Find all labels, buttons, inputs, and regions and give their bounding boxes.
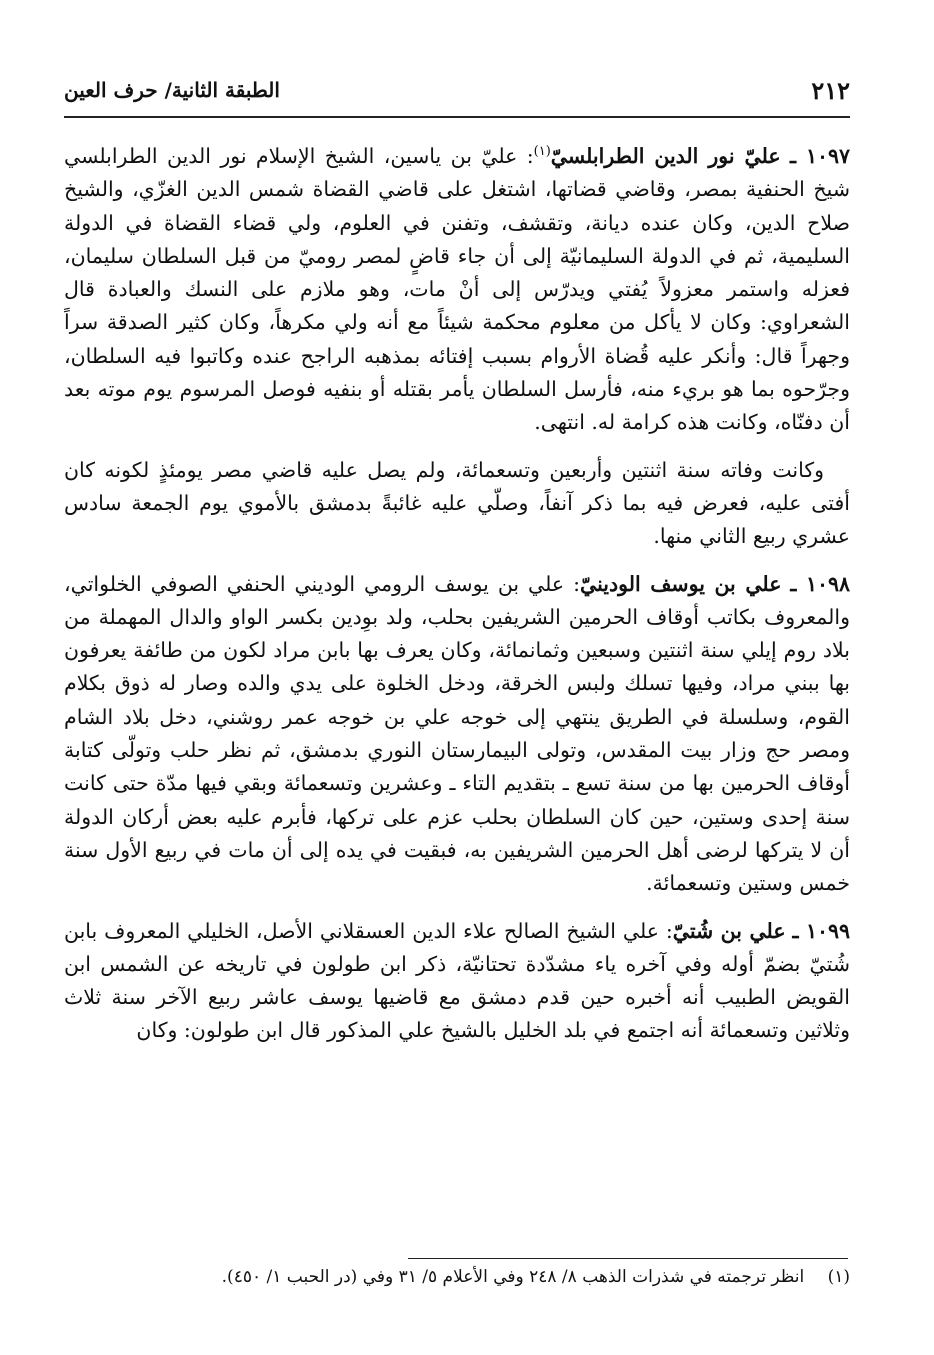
footnote [64,1264,850,1290]
entry-text: : علي الشيخ الصالح علاء الدين العسقلاني الأصل، الخليلي المعروف بابن شُتيّ بضمّ أوله وفي آخره ياء مشدّدة تحتانيّة، ذكر ابن طولون في تاريخه عن الشمس ابن القويض الطبيب أنه أخبره حين قدم دمشق مع قاضيها يوسف عاشر ربيع الآخر سنة ثلاث وثلاثين وتسعمائة أنه اجتمع في بلد الخليل بالشيخ علي المذكور قال ابن طولون: وكان [64,918,850,1043]
entry-1098 [64,568,850,901]
page-header [64,70,850,110]
footnote-marker: (١) [827,1267,850,1287]
header-rule [64,116,850,118]
entry-number: ١٠٩٩ ـ [792,918,850,943]
footnote-rule [408,1258,848,1259]
entry-name: عليّ نور الدين الطرابلسيّ [550,144,781,168]
entry-text: : عليّ بن ياسين، الشيخ الإسلام نور الدين الطرابلسي شيخ الحنفية بمصر، وقاضي قضاتها، اشتغل على قاضي القضاة شمس الدين الغزّي، والشيخ صلاح الدين، وكان عنده ديانة، وتقشف، وتفنن في العلوم، ولي قضاء القضاة في الدولة السليمية، ثم في الدولة السليمانيّة إلى أن جاء قاضٍ لمصر روميّ من قبل السلطان سليمان، فعزله واستمر معزولاً يُفتي ويدرّس إلى أنْ مات، وهو ملازم على النسك والعبادة قال الشعراوي: وكان لا يأكل من معلوم محكمة شيئاً مع أنه ولي مكرهاً، وكان كثير الصدقة سراً وجهراً قال: وأنكر عليه قُضاة الأروام بسبب إفتائه بمذهبه الراجح عنده وكاتبوا فيه السلطان، وجرّحوه بما هو بريء منه، فأرسل السلطان يأمر بقتله أو بنفيه فوصل المرسوم يوم موته بعد أن دفنّاه، وكانت هذه كرامة له. انتهى. [64,144,850,435]
entry-1099 [64,915,850,1048]
footnote-reference: (١) [533,144,551,160]
paragraph: وكانت وفاته سنة اثنتين وأربعين وتسعمائة، ولم يصل عليه قاضي مصر يومئذٍ لكونه كان أفتى عليه، فعرض فيه بما ذكر آنفاً، وصلّي عليه غائبةً بدمشق بالأموي يوم الجمعة سادس عشري ربيع الثاني منها. [64,457,850,549]
body-text [64,140,850,1062]
running-title: الطبقة الثانية/ حرف العين [64,78,280,102]
entry-text: : علي بن يوسف الرومي الوديني الحنفي الصوفي الخلواتي، والمعروف بكاتب أوقاف الحرمين الشريفين بحلب، ولد بوِدين بكسر الواو والدال المهملة من بلاد روم إيلي سنة اثنتين وسبعين وثمانمائة، وكان يعرف بها بابن مراد لكون من طائفة يعرفون بها ببني مراد، وفيها تسلك ولبس الخرقة، ودخل الخلوة على يدي والده وصار له ذوق بكلام القوم، وسلسلة في الطريق ينتهي إلى خوجه علي بن خوجه عمر روشني، دخل بلاد الشام ومصر حج وزار بيت المقدس، وتولى البيمارستان النوري بدمشق، ثم نظر حلب وتولّى كتابة أوقاف الحرمين بها من سنة تسع ـ بتقديم التاء ـ وعشرين وتسعمائة وبقي فيها مدّة حتى كانت سنة إحدى وستين، حين كان السلطان بحلب عزم على تركها، فأبرم عليه بعض أركان الدولة أن لا يتركها لرضى أهل الحرمين الشريفين به، فبقيت في يده إلى أن مات في ربيع الأول سنة خمس وستين وتسعمائة. [64,571,850,896]
entry-name: علي بن شُتيّ [672,918,786,943]
entry-number: ١٠٩٨ ـ [790,571,850,596]
footnote-text: انظر ترجمته في شذرات الذهب ٨/ ٢٤٨ وفي الأعلام ٥/ ٣١ وفي (در الحبب ١/ ٤٥٠). [221,1267,805,1287]
entry-number: ١٠٩٧ ـ [789,144,851,168]
entry-1097 [64,140,850,440]
entry-name: علي بن يوسف الودينيّ [580,571,782,596]
page-number: ٢١٢ [811,75,850,105]
